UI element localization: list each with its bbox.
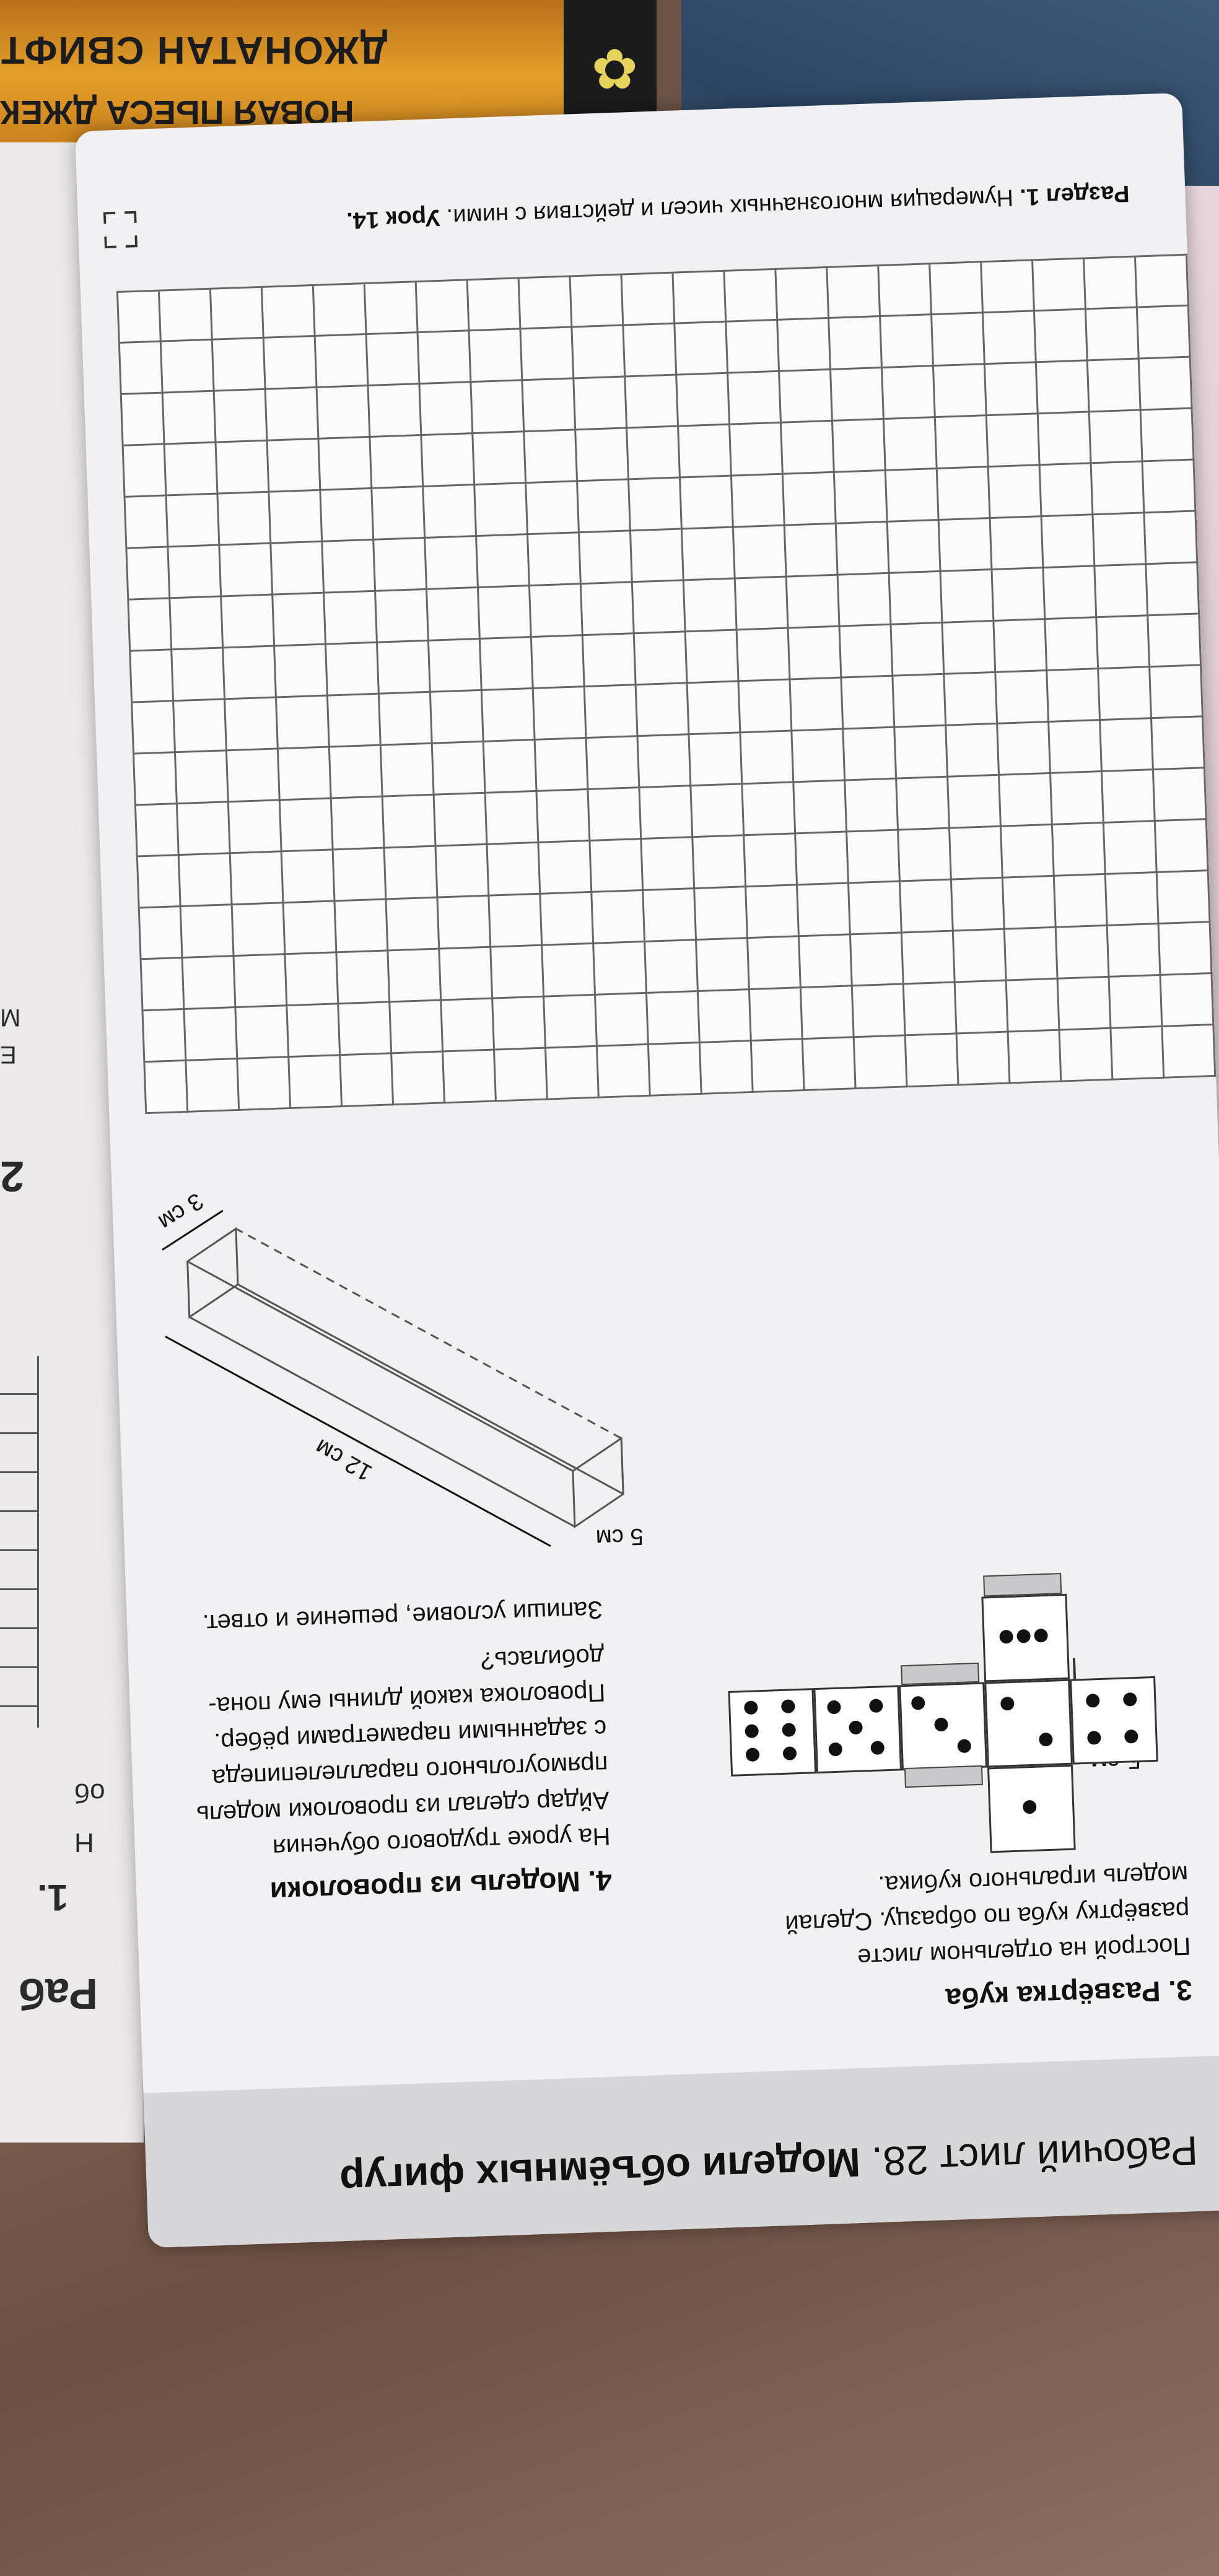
pip bbox=[934, 1718, 948, 1732]
footer-lesson: Урок 14. bbox=[346, 204, 441, 234]
cuboid-edge bbox=[188, 1248, 573, 1484]
die-face-2 bbox=[984, 1679, 1073, 1768]
left-fragment: 1. bbox=[37, 1877, 69, 1918]
pip bbox=[745, 1724, 759, 1738]
pip bbox=[782, 1723, 796, 1737]
left-table bbox=[0, 1356, 39, 1728]
cuboid-hidden-edge bbox=[236, 1216, 621, 1451]
left-fragment: Е bbox=[0, 1041, 17, 1068]
section-4-line: добилась? bbox=[480, 1642, 605, 1674]
pip bbox=[957, 1739, 971, 1753]
cuboid-illustration bbox=[104, 1165, 644, 1580]
pip bbox=[869, 1699, 883, 1713]
footer-text: Нумерация многозначных чисел и действия с ними. bbox=[446, 184, 1014, 230]
section-4-line: Айдар сделал из проволоки модель bbox=[196, 1786, 610, 1829]
left-fragment: об bbox=[74, 1778, 105, 1808]
pip bbox=[870, 1741, 885, 1755]
pip bbox=[911, 1696, 925, 1710]
sheet-label: Рабочий лист 28. bbox=[871, 2127, 1199, 2185]
section-3-line: Построй на отдельном листе bbox=[857, 1932, 1191, 1971]
pip bbox=[783, 1746, 797, 1760]
section-4-line: На уроке трудового обучения bbox=[272, 1822, 611, 1861]
flower-icon: ✿ bbox=[591, 39, 638, 101]
pip bbox=[999, 1630, 1013, 1644]
pip bbox=[828, 1743, 842, 1757]
left-fragment: Раб bbox=[19, 1970, 98, 2018]
section-4-line: Запиши условие, решение и ответ. bbox=[202, 1595, 603, 1637]
height-label: 5 см bbox=[595, 1523, 644, 1551]
section-4-line: с заданными параметрами рёбер. bbox=[213, 1714, 608, 1756]
pip bbox=[1087, 1731, 1101, 1745]
die-face-5 bbox=[813, 1685, 902, 1773]
left-fragment: Н bbox=[74, 1827, 94, 1858]
pip bbox=[1086, 1694, 1100, 1708]
cuboid-drawing bbox=[104, 1165, 644, 1580]
section-4-heading: 4. Модель из проволоки bbox=[269, 1864, 613, 1908]
page-footer bbox=[114, 180, 1130, 242]
cuboid-edge bbox=[190, 1304, 575, 1540]
answer-grid[interactable] bbox=[116, 254, 1216, 1115]
pip bbox=[1000, 1697, 1015, 1711]
cuboid-back-face bbox=[186, 1229, 239, 1317]
section-cube-net bbox=[742, 1856, 1193, 2022]
stairs-icon: ⛶ bbox=[102, 200, 139, 257]
cuboid-front-face bbox=[572, 1438, 624, 1527]
die-face-bottom bbox=[981, 1594, 1070, 1682]
book-title-1: ДЖОНАТАН СВИФТ bbox=[0, 28, 388, 71]
book-title-2: НОВАЯ ПЬЕСА ДЖЕК bbox=[0, 94, 354, 131]
section-3-line: развёртку куба по образцу. Сделай bbox=[784, 1896, 1190, 1938]
sheet-title: Модели объёмных фигур bbox=[339, 2139, 862, 2204]
section-3-heading: 3. Развёртка куба bbox=[945, 1974, 1193, 2015]
die-face-4 bbox=[899, 1682, 987, 1771]
worksheet-page bbox=[75, 93, 1219, 2248]
die-face-1 bbox=[987, 1765, 1076, 1853]
pip bbox=[746, 1747, 760, 1762]
pip bbox=[827, 1700, 841, 1715]
glue-tab bbox=[901, 1663, 979, 1685]
die-face-3 bbox=[1070, 1676, 1158, 1765]
pip bbox=[781, 1699, 795, 1713]
section-3-line: модель игрального кубика. bbox=[877, 1860, 1189, 1899]
cuboid-edge bbox=[238, 1271, 623, 1507]
pip bbox=[1124, 1730, 1138, 1744]
section-4-line: прямоугольного параллелепипеда bbox=[211, 1750, 609, 1792]
pip bbox=[1034, 1629, 1048, 1643]
left-fragment: М bbox=[0, 1004, 21, 1031]
footer-section: Раздел 1. bbox=[1019, 180, 1130, 211]
page-title bbox=[339, 2127, 1199, 2204]
pip bbox=[849, 1720, 863, 1734]
section-4-line: Проволока какой длины ему пона- bbox=[208, 1678, 606, 1720]
pip bbox=[1016, 1629, 1031, 1643]
glue-tab bbox=[904, 1765, 983, 1788]
length-arrow bbox=[165, 1323, 551, 1559]
cube-net-illustration bbox=[684, 1463, 1162, 1863]
left-fragment: 2 bbox=[0, 1152, 24, 1201]
die-face-6 bbox=[728, 1688, 816, 1777]
pip bbox=[1123, 1692, 1137, 1707]
glue-tab bbox=[983, 1573, 1062, 1596]
section-wire-model bbox=[131, 1591, 613, 1913]
pip bbox=[1023, 1800, 1037, 1814]
length-label: 12 см bbox=[310, 1434, 377, 1486]
pip bbox=[1039, 1733, 1053, 1747]
width-label: 3 см bbox=[154, 1187, 208, 1235]
pip bbox=[744, 1700, 758, 1715]
